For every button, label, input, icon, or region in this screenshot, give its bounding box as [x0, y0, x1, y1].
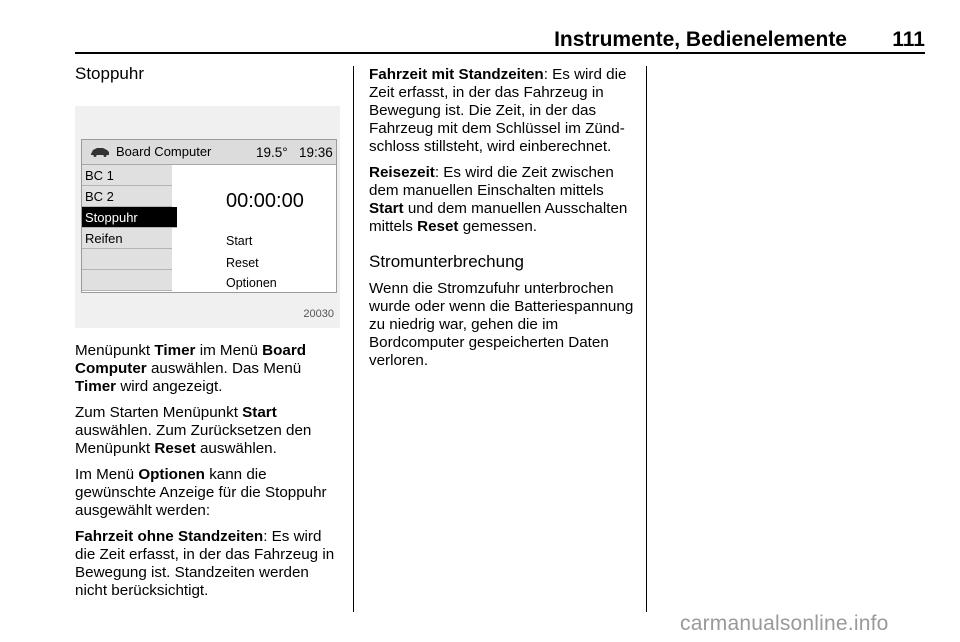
- menu-item-empty: [82, 270, 172, 291]
- section-title-stromunterbrechung: Stromunterbrechung: [369, 252, 524, 271]
- board-computer-figure: [75, 106, 340, 328]
- paragraph: Menüpunkt Timer im Menü Board Computer auswählen. Das Menü Timer wird angezeigt.: [75, 342, 307, 395]
- clock-readout: 19:36: [299, 145, 333, 160]
- column-1: [75, 64, 345, 608]
- page-number: 111: [892, 28, 925, 51]
- menu-item-reifen[interactable]: Reifen: [82, 228, 172, 249]
- option-optionen[interactable]: Optionen: [226, 276, 277, 290]
- paragraph: Im Menü Optionen kann die gewünschte Anzeige für die Stoppuhr ausgewählt werden:: [75, 466, 327, 519]
- column-divider: [353, 66, 354, 612]
- paragraph: Zum Starten Menüpunkt Start auswählen. Zum Zurücksetzen den Menüpunkt Reset auswählen.: [75, 404, 312, 457]
- paragraph: Fahrzeit mit Standzeiten: Es wird die Zeit erfasst, in der das Fahrzeug in Bewegung ist. Die Zeit, in der das Fahrzeug mit dem Schlüssel im Zündschloss stillsteht, wird einberechnet.: [369, 66, 627, 155]
- menu-item-bc2[interactable]: BC 2: [82, 186, 172, 207]
- figure-number: 20030: [303, 308, 334, 320]
- paragraph: Wenn die Stromzufuhr unterbrochen wurde oder wenn die Batteriespannung zu niedrig war, gehen die im Bordcomputer gespeicherten Daten verloren.: [369, 280, 634, 369]
- column-divider: [646, 66, 647, 612]
- screen-title: Board Computer: [116, 144, 212, 159]
- timer-value: 00:00:00: [226, 190, 304, 212]
- menu-item-bc1[interactable]: BC 1: [82, 165, 172, 186]
- temperature-readout: 19.5°: [256, 145, 288, 160]
- header-title: Instrumente, Bedienelemente: [554, 28, 847, 51]
- paragraph: Fahrzeit ohne Standzeiten: Es wird die Zeit erfasst, in der das Fahrzeug in Bewegung ist. Standzeiten werden nicht berücksichtigt.: [75, 528, 335, 599]
- menu-item-stoppuhr[interactable]: Stoppuhr: [82, 207, 177, 228]
- paragraph: Reisezeit: Es wird die Zeit zwischen dem manuellen Einschalten mittels Start und dem manuellen Ausschalten mittels Reset gemessen.: [369, 164, 628, 235]
- screen-header: [82, 140, 336, 165]
- display-screen: [81, 139, 337, 293]
- menu-item-empty: [82, 249, 172, 270]
- car-icon: [90, 146, 110, 157]
- option-reset[interactable]: Reset: [226, 256, 259, 270]
- option-start[interactable]: Start: [226, 234, 253, 248]
- page-header: [75, 26, 925, 50]
- screen-menu: [82, 165, 172, 291]
- section-title-stoppuhr: Stoppuhr: [75, 64, 144, 83]
- watermark: carmanualsonline.info: [680, 612, 889, 635]
- column-2: [369, 66, 635, 378]
- header-rule: [75, 52, 925, 54]
